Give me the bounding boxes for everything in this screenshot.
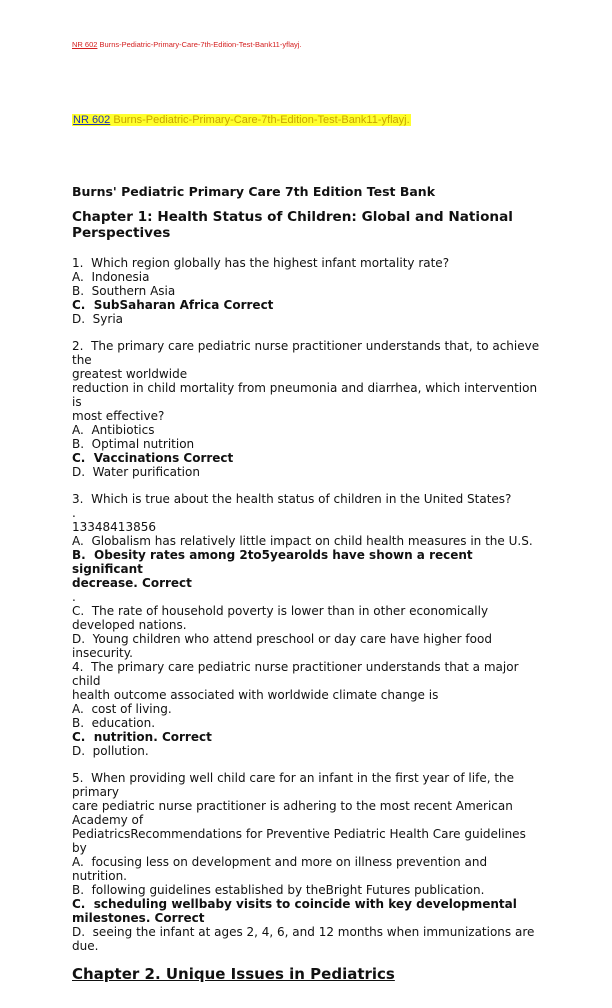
question-list [72,256,540,953]
question-line: D. Young children who attend preschool or day care have higher food [72,632,492,646]
question-line: . [72,506,76,520]
question-line: B. following guidelines established by theBright Futures publication. [72,883,485,897]
question-line: health outcome associated with worldwide climate change is [72,688,439,702]
question-line: B. Southern Asia [72,284,176,298]
question-line: nutrition. [72,869,127,883]
header-small [72,40,302,49]
chapter-1-heading-line2: Perspectives [72,225,171,241]
question-line: A. Antibiotics [72,423,155,437]
header-highlighted [72,114,411,126]
answer-line-correct: decrease. Correct [72,576,192,590]
answer-line-correct: C. scheduling wellbaby visits to coincide with key developmental [72,897,517,911]
chapter-2-heading: Chapter 2. Unique Issues in Pediatrics [72,965,395,983]
question-line: PediatricsRecommendations for Preventive Pediatric Health Care guidelines [72,827,526,841]
question-line: C. The rate of household poverty is lower than in other economically [72,604,489,618]
answer-line-correct: B. Obesity rates among 2to5yearolds have shown a recent [72,548,473,562]
paragraph-gap [72,326,540,339]
question-line: 3. Which is true about the health status of children in the United States? [72,492,512,506]
question-line: D. pollution. [72,744,149,758]
question-line: 2. The primary care pediatric nurse practitioner understands that, to achieve [72,339,540,353]
question-line: developed nations. [72,618,187,632]
question-line: 4. The primary care pediatric nurse practitioner understands that a major [72,660,519,674]
question-line: 13348413856 [72,520,156,534]
question-line: is [72,395,82,409]
answer-line-correct: C. SubSaharan Africa Correct [72,298,274,312]
question-line: greatest worldwide [72,367,188,381]
answer-line-correct: C. nutrition. Correct [72,730,212,744]
answer-line-correct: significant [72,562,143,576]
question-line: B. Optimal nutrition [72,437,195,451]
question-line: care pediatric nurse practitioner is adhering to the most recent American [72,799,513,813]
question-line: A. Globalism has relatively little impact on child health measures in the U.S. [72,534,533,548]
question-line: reduction in child mortality from pneumonia and diarrhea, which intervention [72,381,538,395]
answer-line-correct: C. Vaccinations Correct [72,451,234,465]
header-big-text: Burns-Pediatric-Primary-Care-7th-Edition-Test-Bank11-yflayj. [110,114,410,126]
question-line: due. [72,939,99,953]
question-line: child [72,674,101,688]
chapter-1-heading-line1: Chapter 1: Health Status of Children: Global and National [72,209,513,225]
question-line: A. Indonesia [72,270,150,284]
answer-line-correct: milestones. Correct [72,911,205,925]
paragraph-gap [72,758,540,771]
document-body [72,184,540,983]
chapter-1-heading [72,209,540,241]
header-big-code[interactable]: NR 602 [73,114,111,126]
question-line: . [72,590,76,604]
question-line: Academy of [72,813,144,827]
question-line: D. seeing the infant at ages 2, 4, 6, and 12 months when immunizations are [72,925,535,939]
question-line: B. education. [72,716,156,730]
question-line: by [72,841,87,855]
question-line: D. Syria [72,312,124,326]
question-line: insecurity. [72,646,133,660]
question-line: A. cost of living. [72,702,172,716]
header-small-text: Burns-Pediatric-Primary-Care-7th-Edition-Test-Bank11-yflayj. [97,40,302,49]
paragraph-gap [72,479,540,492]
question-line: the [72,353,92,367]
question-line: primary [72,785,119,799]
question-line: 1. Which region globally has the highest infant mortality rate? [72,256,450,270]
question-line: 5. When providing well child care for an infant in the first year of life, the [72,771,515,785]
question-line: D. Water purification [72,465,200,479]
question-line: most effective? [72,409,165,423]
question-line: A. focusing less on development and more on illness prevention and [72,855,488,869]
document-title: Burns' Pediatric Primary Care 7th Edition Test Bank [72,184,436,199]
header-small-code[interactable]: NR 602 [72,40,98,49]
